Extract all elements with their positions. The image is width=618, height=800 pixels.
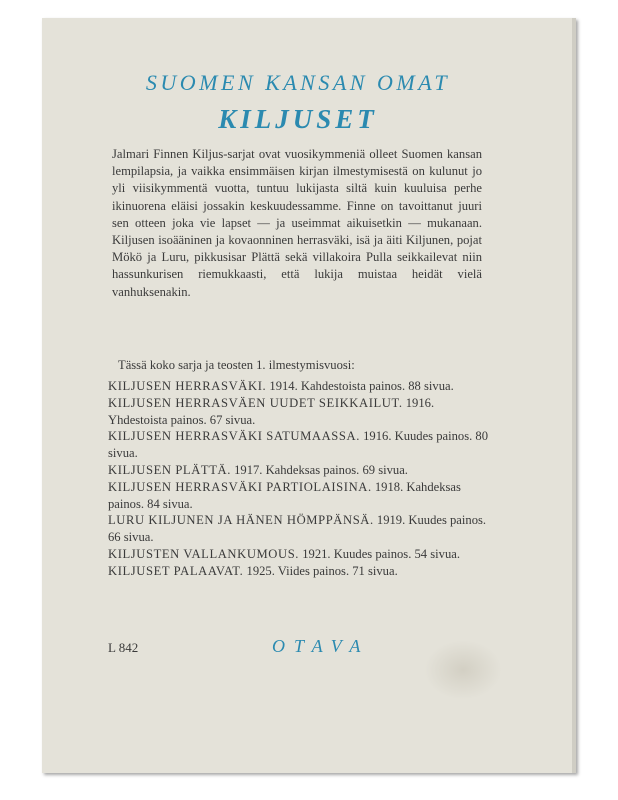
book-name: KILJUSEN HERRASVÄKI SATUMAASSA. [108, 429, 360, 444]
book-detail: 1914. Kahdestoista painos. 88 sivua. [269, 379, 454, 393]
description-paragraph: Jalmari Finnen Kiljus-sarjat ovat vuosikymmeniä olleet Suomen kansan lempilapsia, ja vaikka ensimmäisen kirjan ilmestymisestä on kulunut jo yli viisikymmentä vuotta, tuntuu lukijasta siltä kuin kuuluisa perhe ikinuorena eläisi jossakin keskuudessamme. Finne on tavoittanut juuri sen otteen joka vie lapset — ja useimmat aikuisetkin — mukanaan. Kiljusen isoääninen ja kovaonninen herrasväki, isä ja äiti Kiljunen, pojat Mökö ja Luru, pikkusisar Plättä sekä villakoira Pulla seikkailevat niin hassunkurisen riemukkaasti, että lukija muistaa heidät vielä vanhuksenakin. [112, 147, 482, 299]
book-detail: 1919. Kuudes painos. 66 sivua. [108, 513, 487, 545]
book-entry [108, 462, 488, 479]
book-entry [108, 378, 488, 395]
book-name: KILJUSET PALAAVAT. [108, 563, 244, 578]
book-name: KILJUSEN PLÄTTÄ. [108, 462, 231, 477]
book-entry [108, 546, 488, 563]
book-entry [108, 479, 488, 513]
book-name: KILJUSEN HERRASVÄKI. [108, 379, 267, 393]
book-entry [108, 563, 488, 580]
book-entry [108, 428, 488, 462]
book-name: KILJUSTEN VALLANKUMOUS. [108, 546, 300, 561]
book-detail: 1916. Yhdestoista painos. 67 sivua. [108, 395, 435, 427]
book-name: KILJUSEN HERRASVÄEN UUDET SEIKKAILUT. [108, 395, 403, 410]
publisher-name: OTAVA [272, 636, 370, 656]
book-list [108, 378, 488, 580]
book-detail: 1916. Kuudes painos. 80 sivua. [108, 429, 489, 461]
catalog-code: L 842 [108, 640, 139, 655]
series-heading: SUOMEN KANSAN OMAT [145, 70, 451, 95]
paper-stain [424, 640, 502, 700]
book-detail: 1921. Kuudes painos. 54 sivua. [302, 546, 460, 561]
book-name: LURU KILJUNEN JA HÄNEN HÖMPPÄNSÄ. [108, 513, 374, 528]
book-title: KILJUSET [218, 104, 378, 134]
book-detail: 1925. Viides painos. 71 sivua. [246, 563, 398, 578]
book-entry [108, 395, 488, 429]
book-name: KILJUSEN HERRASVÄKI PARTIOLAISINA. [108, 479, 372, 494]
book-entry [108, 512, 488, 546]
book-detail: 1917. Kahdeksas painos. 69 sivua. [234, 462, 408, 477]
book-detail: 1918. Kahdeksas painos. 84 sivua. [108, 479, 461, 511]
list-intro: Tässä koko sarja ja teosten 1. ilmestymisvuosi: [118, 358, 355, 372]
